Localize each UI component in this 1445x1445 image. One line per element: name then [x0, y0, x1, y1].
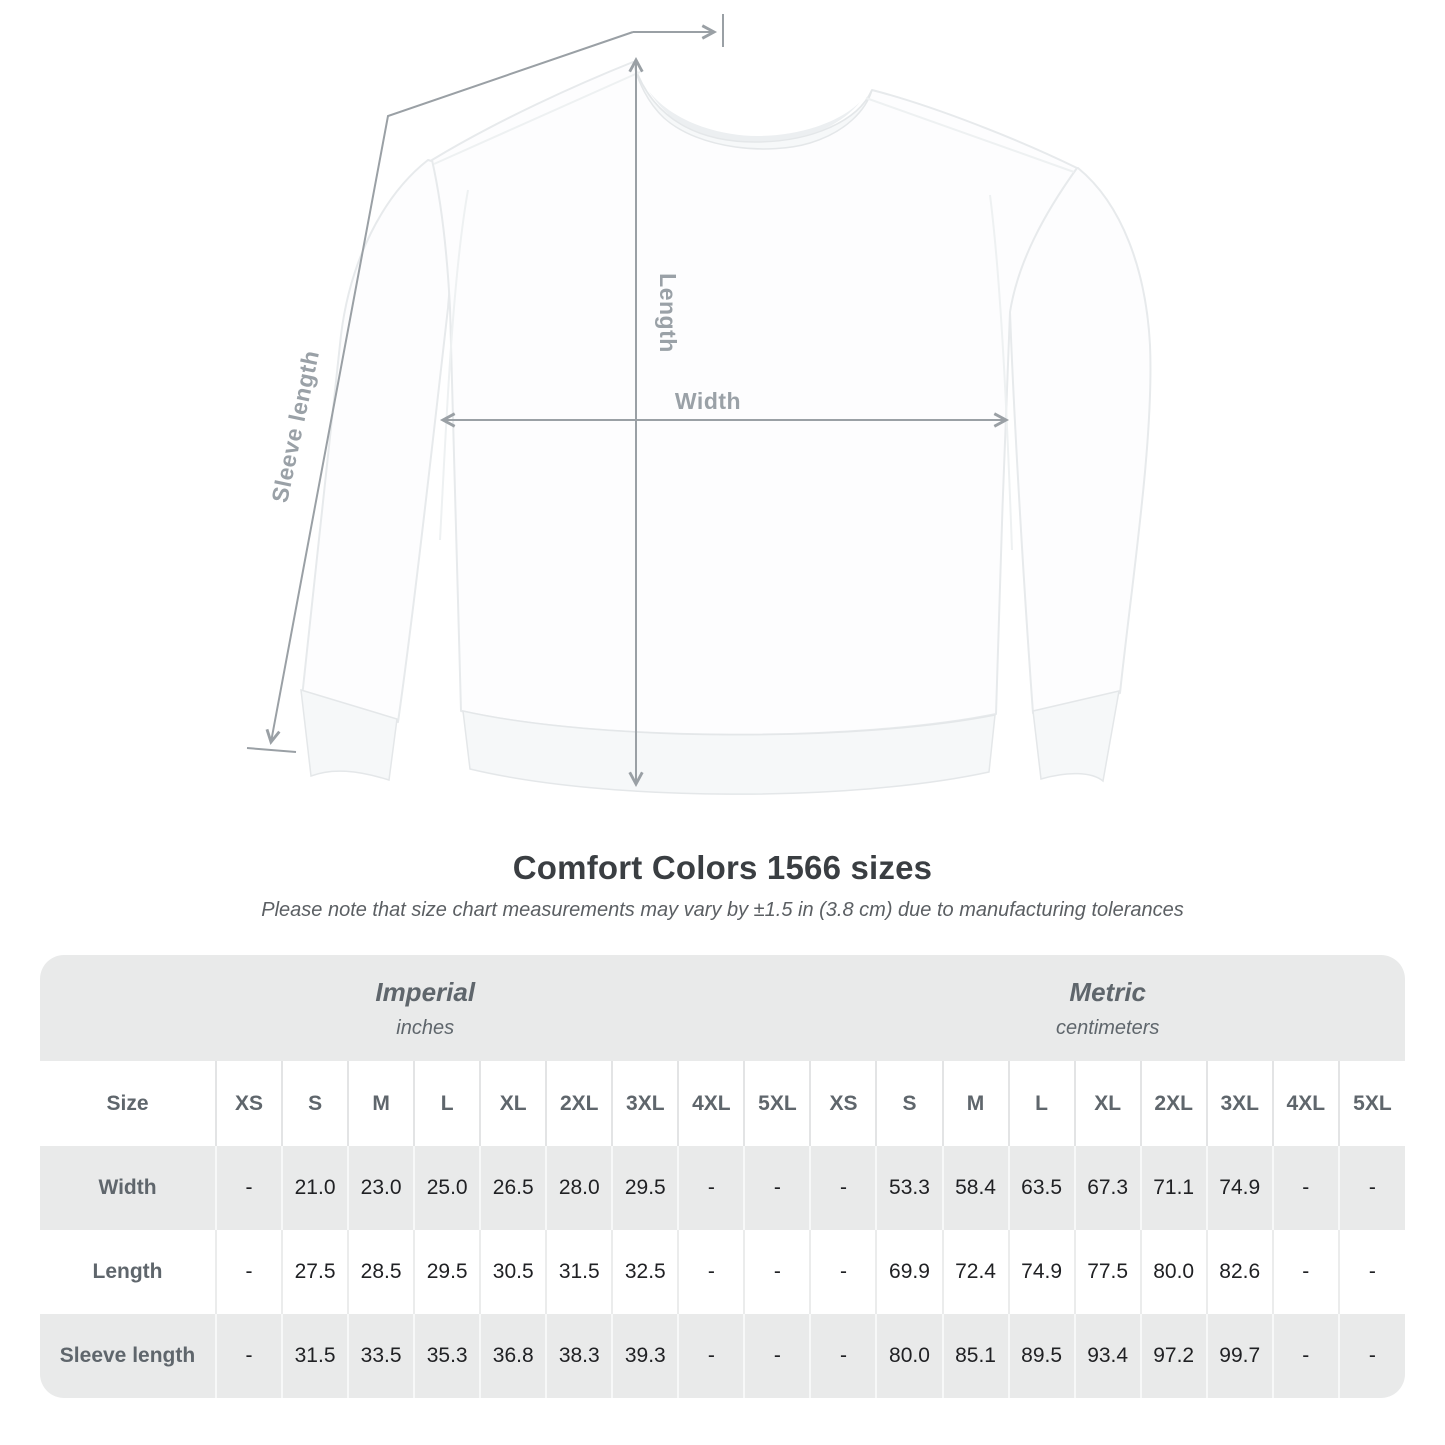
table-cell: 35.3 — [414, 1314, 480, 1398]
imperial-header — [40, 955, 810, 1061]
size-col-header: 3XL — [1207, 1061, 1273, 1146]
tolerance-note: Please note that size chart measurements may vary by ±1.5 in (3.8 cm) due to manufacturing tolerances — [261, 899, 1184, 921]
size-col-header: S — [282, 1061, 348, 1146]
size-col-header: 2XL — [1141, 1061, 1207, 1146]
table-cell: - — [810, 1314, 876, 1398]
table-cell: 58.4 — [943, 1146, 1009, 1230]
row-label: Sleeve length — [40, 1314, 216, 1398]
table-cell: 69.9 — [876, 1230, 942, 1314]
length-label: Length — [655, 273, 681, 353]
table-cell: 89.5 — [1009, 1314, 1075, 1398]
size-col-header: 5XL — [1339, 1061, 1405, 1146]
table-cell: 72.4 — [943, 1230, 1009, 1314]
sweatshirt-body — [432, 62, 1077, 735]
row-label: Length — [40, 1230, 216, 1314]
table-cell: 93.4 — [1075, 1314, 1141, 1398]
table-cell: - — [1273, 1146, 1339, 1230]
size-col-header: XL — [480, 1061, 546, 1146]
table-cell: 29.5 — [414, 1230, 480, 1314]
table-cell: 39.3 — [612, 1314, 678, 1398]
size-table-container — [40, 955, 1405, 1398]
unit-header-row — [40, 955, 1405, 1061]
size-col-header: 4XL — [1273, 1061, 1339, 1146]
table-cell: - — [678, 1314, 744, 1398]
table-cell: - — [216, 1230, 282, 1314]
size-col-header: L — [414, 1061, 480, 1146]
table-cell: - — [744, 1146, 810, 1230]
table-cell: 74.9 — [1009, 1230, 1075, 1314]
table-cell: 33.5 — [348, 1314, 414, 1398]
table-cell: 36.8 — [480, 1314, 546, 1398]
metric-title: Metric — [1069, 976, 1146, 1007]
table-cell: 23.0 — [348, 1146, 414, 1230]
table-cell: 80.0 — [876, 1314, 942, 1398]
table-cell: 31.5 — [546, 1230, 612, 1314]
length-row — [40, 1230, 1405, 1314]
size-col-header: 3XL — [612, 1061, 678, 1146]
table-cell: 38.3 — [546, 1314, 612, 1398]
width-label: Width — [674, 388, 742, 414]
size-col-header: XS — [216, 1061, 282, 1146]
table-cell: - — [1273, 1314, 1339, 1398]
size-col-header: 5XL — [744, 1061, 810, 1146]
size-col-header: 2XL — [546, 1061, 612, 1146]
size-header-row — [40, 1061, 1405, 1146]
table-cell: 32.5 — [612, 1230, 678, 1314]
table-cell: 26.5 — [480, 1146, 546, 1230]
imperial-unit: inches — [396, 1016, 455, 1039]
size-col-header: M — [348, 1061, 414, 1146]
size-header-label: Size — [40, 1061, 216, 1146]
table-cell: 63.5 — [1009, 1146, 1075, 1230]
table-cell: - — [744, 1230, 810, 1314]
table-cell: 82.6 — [1207, 1230, 1273, 1314]
table-cell: 28.0 — [546, 1146, 612, 1230]
row-label: Width — [40, 1146, 216, 1230]
page-title: Comfort Colors 1566 sizes — [512, 849, 933, 886]
table-cell: 71.1 — [1141, 1146, 1207, 1230]
table-cell: 99.7 — [1207, 1314, 1273, 1398]
table-cell: 29.5 — [612, 1146, 678, 1230]
table-cell: 77.5 — [1075, 1230, 1141, 1314]
sleeve-length-end-tick — [247, 748, 296, 752]
size-col-header: L — [1009, 1061, 1075, 1146]
table-cell: 74.9 — [1207, 1146, 1273, 1230]
table-cell: 28.5 — [348, 1230, 414, 1314]
table-cell: - — [1273, 1230, 1339, 1314]
table-cell: 21.0 — [282, 1146, 348, 1230]
table-cell: - — [216, 1314, 282, 1398]
table-cell: - — [1339, 1146, 1405, 1230]
table-cell: 31.5 — [282, 1314, 348, 1398]
table-cell: 67.3 — [1075, 1146, 1141, 1230]
table-cell: - — [810, 1146, 876, 1230]
size-chart-table — [40, 955, 1405, 1398]
table-cell: 53.3 — [876, 1146, 942, 1230]
table-cell: - — [810, 1230, 876, 1314]
metric-header — [810, 955, 1405, 1061]
table-cell: 97.2 — [1141, 1314, 1207, 1398]
metric-unit: centimeters — [1056, 1016, 1160, 1039]
table-cell: 30.5 — [480, 1230, 546, 1314]
table-cell: 25.0 — [414, 1146, 480, 1230]
table-cell: - — [1339, 1230, 1405, 1314]
table-cell: - — [678, 1230, 744, 1314]
sleeve-length-label: Sleeve length — [266, 347, 324, 505]
sleeve-length-row — [40, 1314, 1405, 1398]
size-col-header: XL — [1075, 1061, 1141, 1146]
width-row — [40, 1146, 1405, 1230]
table-cell: 80.0 — [1141, 1230, 1207, 1314]
table-cell: 27.5 — [282, 1230, 348, 1314]
table-cell: - — [216, 1146, 282, 1230]
size-col-header: S — [876, 1061, 942, 1146]
table-cell: 85.1 — [943, 1314, 1009, 1398]
imperial-title: Imperial — [375, 976, 476, 1007]
table-cell: - — [678, 1146, 744, 1230]
table-cell: - — [744, 1314, 810, 1398]
size-col-header: XS — [810, 1061, 876, 1146]
size-col-header: 4XL — [678, 1061, 744, 1146]
size-col-header: M — [943, 1061, 1009, 1146]
table-cell: - — [1339, 1314, 1405, 1398]
